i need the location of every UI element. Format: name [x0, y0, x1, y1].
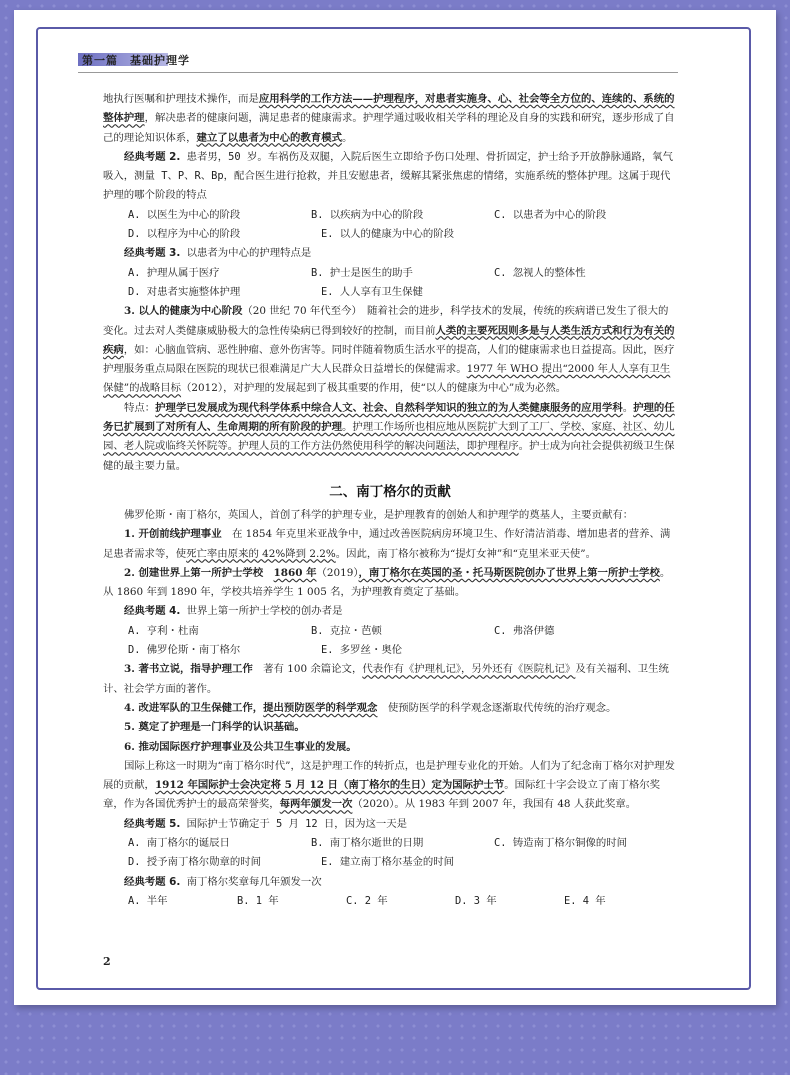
- option-c: C. 以患者为中心的阶段: [494, 208, 607, 221]
- exam-question-4: 经典考题 4. 世界上第一所护士学校的创办者是: [124, 605, 343, 618]
- exam-question-2: 经典考题 2. 患者男，50 岁。车祸伤及双腿，入院后医生立即给予伤口处理、骨折固定，护士给予开放静脉通路，氧气吸入，测量 T、P、R、Bp，配合医生进行抢救，并且安慰患者，缓解其紧张焦虑的情绪，实施系统的整体护理。这属于现代护理的哪个阶段的特点: [103, 150, 673, 202]
- option-b: B. 护士是医生的助手: [311, 266, 413, 279]
- contribution-5: 5. 奠定了护理是一门科学的认识基础。: [124, 721, 305, 734]
- q6-options: [103, 892, 677, 911]
- paragraph-intro: 佛罗伦斯・南丁格尔，英国人，首创了科学的护理专业，是护理教育的创始人和护理学的奠基人，主要贡献有：: [124, 508, 634, 521]
- paragraph-nightingale-era: 国际上称这一时期为“南丁格尔时代”，这是护理工作的转折点，也是护理专业化的开始。人们为了纪念南丁格尔对护理发展的贡献，1912 年国际护士会决定将 5 月 12 日（南丁格尔的生日）定为国际护士节。国际红十字会设立了南丁格尔奖章，作为各国优秀护士的最高荣誉奖，每两年颁发一次（2020）。从 1983 年到 2007 年，我国有 48 人获此奖章。: [103, 759, 675, 811]
- header-section-title: 第一篇 基础护理学: [82, 54, 190, 67]
- contribution-6: 6. 推动国际医疗护理事业及公共卫生事业的发展。: [124, 740, 357, 753]
- q2-options-row1: [103, 206, 677, 225]
- option-d: D. 授予南丁格尔勋章的时间: [128, 856, 262, 869]
- option-e: E. 以人的健康为中心的阶段: [321, 228, 455, 241]
- option-c: C. 铸造南丁格尔铜像的时间: [494, 836, 628, 849]
- option-d: D. 以程序为中心的阶段: [128, 228, 241, 241]
- paragraph-features: 特点：护理学已发展成为现代科学体系中综合人文、社会、自然科学知识的独立的为人类健康服务的应用学科。护理的任务已扩展到了对所有人、生命周期的所有阶段的护理。护理工作场所也相应地从医院扩大到了工厂、学校、家庭、社区、幼儿园、老人院或临终关怀院等。护理人员的工作方法仍然使用科学的解决问题法，即护理程序。护士成为向社会提供初级卫生保健的最主要力量。: [103, 401, 675, 472]
- q5-options-row2: [103, 853, 677, 872]
- contribution-2: 2. 创建世界上第一所护士学校 1860 年（2019），南丁格尔在英国的圣・托马斯医院创办了世界上第一所护士学校。从 1860 年到 1890 年，学校共培养学生 1 005 名，为护理教育奠定了基础。: [103, 566, 671, 599]
- option-e: E. 多罗丝・奥伦: [321, 644, 403, 657]
- option-c: C. 忽视人的整体性: [494, 266, 586, 279]
- option-b: B. 南丁格尔逝世的日期: [311, 836, 424, 849]
- option-a: A. 亨利・杜南: [128, 624, 199, 637]
- option-c: C. 弗洛伊德: [494, 624, 555, 637]
- option-a: A. 半年: [128, 894, 168, 907]
- contribution-1: 1. 开创前线护理事业 在 1854 年克里米亚战争中，通过改善医院病房环境卫生、作好清洁消毒、增加患者的营养、满足患者需求等，使死亡率由原来的 42%降到 2.2%。因此，南丁格尔被称为“提灯女神”和“克里米亚天使”。: [103, 528, 671, 560]
- q3-options-row1: [103, 264, 677, 283]
- contribution-3: 3. 著书立说，指导护理工作 著有 100 余篇论文，代表作有《护理札记》，另外还有《医院札记》及有关福利、卫生统计、社会学方面的著作。: [103, 663, 669, 695]
- option-e: E. 人人享有卫生保健: [321, 285, 423, 298]
- option-e: E. 建立南丁格尔基金的时间: [321, 856, 455, 869]
- page-content: [103, 90, 677, 911]
- option-b: B. 1 年: [237, 894, 279, 907]
- section-heading-nightingale: 二、南丁格尔的贡献: [329, 483, 451, 500]
- option-d: D. 佛罗伦斯・南丁格尔: [128, 644, 241, 657]
- exam-question-3: 经典考题 3. 以患者为中心的护理特点是: [124, 247, 312, 260]
- option-b: B. 克拉・芭顿: [311, 624, 382, 637]
- q2-options-row2: [103, 225, 677, 244]
- page-number: 2: [103, 955, 111, 968]
- exam-question-6: 经典考题 6. 南丁格尔奖章每几年颁发一次: [124, 875, 322, 888]
- exam-question-5: 经典考题 5. 国际护士节确定于 5 月 12 日，因为这一天是: [124, 817, 408, 830]
- running-header: [78, 50, 678, 73]
- q4-options-row2: [103, 641, 677, 660]
- option-c: C. 2 年: [346, 894, 388, 907]
- option-e: E. 4 年: [564, 894, 606, 907]
- option-a: A. 以医生为中心的阶段: [128, 208, 241, 221]
- paragraph-nursing-model: 地执行医嘱和护理技术操作，而是应用科学的工作方法——护理程序，对患者实施身、心、社会等全方位的、连续的、系统的整体护理，解决患者的健康问题，满足患者的健康需求。护理学通过吸收相关学科的理论及自身的实践和研究，逐步形成了自己的理论知识体系，建立了以患者为中心的教育模式。: [103, 93, 675, 144]
- option-b: B. 以疾病为中心的阶段: [311, 208, 424, 221]
- paragraph-stage-3: 3. 以人的健康为中心阶段（20 世纪 70 年代至今） 随着社会的进步，科学技术的发展，传统的疾病谱已发生了很大的变化。过去对人类健康威胁极大的急性传染病已得到较好的控制，而目前人类的主要死因则多是与人类生活方式和行为有关的疾病，如：心脑血管病、恶性肿瘤、意外伤害等。同时伴随着物质生活水平的提高，人们的健康需求也日益提高。因此，医疗护理服务重点局限在医院的现状已很难满足广大人民群众日益增长的保健需求。1977 年 WHO 提出“2000 年人人享有卫生保健”的战略目标（2012），对护理的发展起到了极其重要的作用，使“以人的健康为中心”成为必然。: [103, 305, 675, 395]
- q5-options-row1: [103, 834, 677, 853]
- option-a: A. 南丁格尔的诞辰日: [128, 836, 230, 849]
- contribution-4: 4. 改进军队的卫生保健工作，提出预防医学的科学观念 使预防医学的科学观念逐渐取代传统的治疗观念。: [124, 701, 617, 714]
- option-d: D. 3 年: [455, 894, 497, 907]
- q3-options-row2: [103, 283, 677, 302]
- q4-options-row1: [103, 622, 677, 641]
- option-d: D. 对患者实施整体护理: [128, 285, 241, 298]
- option-a: A. 护理从属于医疗: [128, 266, 220, 279]
